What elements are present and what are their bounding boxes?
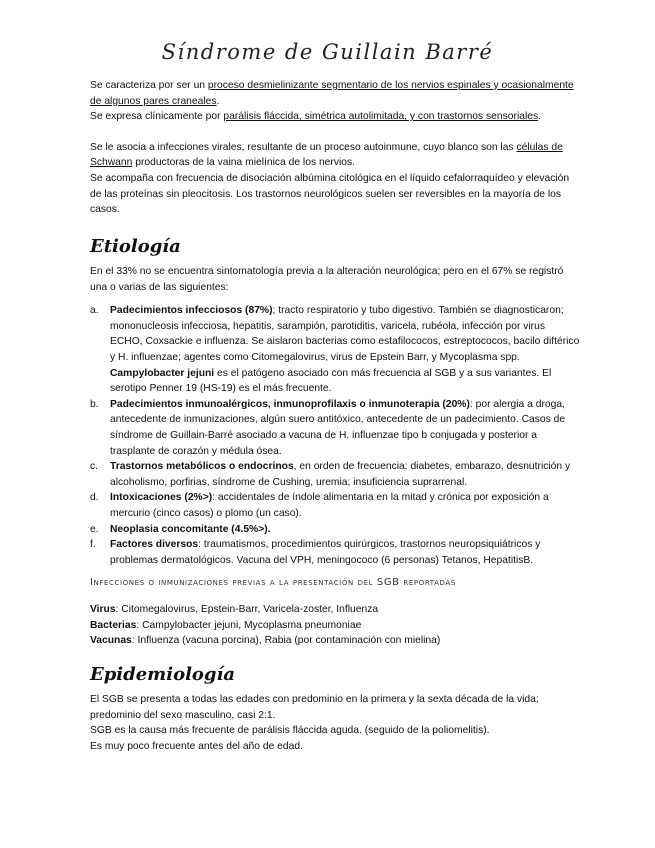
page-title: Síndrome de Guillain Barré — [161, 40, 494, 64]
etiologia-list-item — [90, 537, 580, 568]
infecciones-heading: Infecciones o inmunizaciones previas a la presentación del SGB reportadas — [90, 577, 456, 588]
infecciones-row-label: Bacterias — [90, 619, 137, 631]
infecciones-row-text: : Campylobacter jejuni, Mycoplasma pneumoniae — [136, 619, 362, 631]
epidemiologia-paragraph-3: Es muy poco frecuente antes del año de edad. — [90, 740, 303, 752]
intro-p3-text: Se le asocia a infecciones virales, resultante de un proceso autoinmune, cuyo blanco son las — [90, 141, 517, 153]
epidemiologia-paragraph-1: El SGB se presenta a todas las edades con predominio en la primera y la sexta década de la vida; predominio del sexo masculino, casi 2:1. — [90, 694, 539, 721]
etiologia-list-item — [90, 397, 580, 459]
etiologia-list-item — [90, 490, 580, 521]
infecciones-row-text: : Citomegalovirus, Epstein-Barr, Varicela-zoster, Influenza — [115, 604, 379, 615]
infecciones-row — [90, 633, 580, 649]
epidemiologia-paragraph-2: SGB es la causa más frecuente de parálisis fláccida aguda. (seguido de la poliomelitis). — [90, 725, 490, 737]
list-item-text-2: es el patógeno asociado con más frecuencia al SGB y a sus variantes. El serotipo Penner 19 (HS-19) es el más frecuente. — [110, 367, 552, 395]
list-marker: c. — [90, 461, 99, 473]
list-item-bold: Neoplasia concomitante (4.5%>). — [110, 523, 271, 535]
list-item-text: ; tracto respiratorio y tubo digestivo. También se diagnosticaron; mononucleosis infecciosa, hepatitis, sarampión, parotiditis, varicela, rubéola, infección por virus ECHO, Coxsackie e influenza. Se aislaron bacterias como estafilococos, estreptococos, bacilo diftérico y H. influenzae; agentes como Citomegalovirus, virus de Epstein Barr, y Mycoplasma spp. — [110, 305, 580, 363]
list-marker: d. — [90, 492, 99, 504]
list-item-bold-2: Campylobacter jejuni — [110, 367, 215, 379]
list-item-text: : por alergia a droga, antecedente de inmunizaciones, algún suero antitóxico, antecedente de un padecimiento. Casos de síndrome de Guillain-Barré asociado a vacuna de H. influenzae tipo b conjugada y posterior a trasplante de corazón y médula ósea. — [110, 398, 566, 457]
intro-paragraph-4: Se acompaña con frecuencia de disociación albúmina citológica en el líquido cefalorraquídeo y elevación de las proteínas sin pleocitosis. Los trastornos neurológicos suelen ser reversibles en la mayoría de los casos. — [90, 172, 570, 216]
list-item-bold: Padecimientos inmunoalérgicos, inmunoprofilaxis o inmunoterapia (20%) — [110, 398, 470, 410]
etiologia-list-item — [90, 303, 580, 397]
etiologia-intro: En el 33% no se encuentra sintomatología previa a la alteración neurológica; pero en el 67% se registró una o varias de las siguientes: — [90, 266, 564, 293]
list-marker: f. — [90, 539, 96, 551]
intro-paragraph-2 — [90, 109, 580, 125]
intro-p1-end: . — [216, 95, 220, 107]
intro-p3-underlined: células de Schwann — [90, 141, 563, 169]
infecciones-row — [90, 618, 580, 634]
infecciones-row-label: Vacunas — [90, 635, 132, 647]
infecciones-row — [90, 602, 580, 618]
list-item-bold: Factores diversos — [110, 539, 199, 551]
list-marker: a. — [90, 305, 99, 317]
list-item-text: , en orden de frecuencia: diabetes, embarazo, desnutrición y alcoholismo, porfirias, síndrome de Cushing, uremia; insuficiencia suprarrenal. — [110, 461, 571, 488]
list-marker: b. — [90, 398, 99, 410]
list-item-bold: Padecimientos infecciosos (87%) — [110, 305, 273, 317]
infecciones-section — [90, 602, 580, 649]
intro-paragraph-1 — [90, 78, 580, 109]
list-item-bold: Intoxicaciones (2%>) — [110, 492, 213, 504]
list-item-bold: Trastornos metabólicos o endocrinos — [110, 461, 294, 473]
intro-p2-text: Se expresa clínicamente por — [90, 111, 224, 123]
epidemiologia-section — [90, 692, 580, 754]
etiologia-list — [90, 303, 580, 568]
list-item-text: : traumatismos, procedimientos quirúrgicos, trastornos neuropsiquiátricos y problemas dermatológicos. Vacuna del VPH, meningococo (6 personas) Tetanos, HepatitisB. — [110, 539, 541, 566]
list-item-text: : accidentales de índole alimentaria en la mitad y crónica por exposición a mercurio (cinco casos) o plomo (un caso). — [110, 492, 549, 519]
intro-p2-underlined: parálisis fláccida, simétrica autolimitada, y con trastornos sensoriales — [223, 111, 539, 123]
intro-p3-end: productoras de la vaina mielínica de los nervios. — [132, 157, 356, 169]
infecciones-row-text: : Influenza (vacuna porcina), Rabia (por contaminación con mielina) — [131, 635, 441, 647]
infecciones-row-label: Virus — [90, 604, 116, 615]
etiologia-section — [90, 264, 580, 568]
intro-p1-underlined: proceso desmielinizante segmentario de los nervios espinales y ocasionalmente de algunos pares craneales — [90, 80, 574, 107]
list-marker: e. — [90, 523, 99, 535]
intro-section — [90, 78, 580, 218]
etiologia-heading: Etiología — [90, 236, 181, 257]
intro-p1-text: Se caracteriza por ser un — [90, 80, 208, 91]
etiologia-list-item — [90, 459, 580, 490]
intro-paragraph-3 — [90, 140, 580, 171]
intro-p2-end: . — [538, 111, 541, 123]
epidemiologia-heading: Epidemiología — [90, 664, 236, 685]
etiologia-list-item — [90, 522, 580, 538]
